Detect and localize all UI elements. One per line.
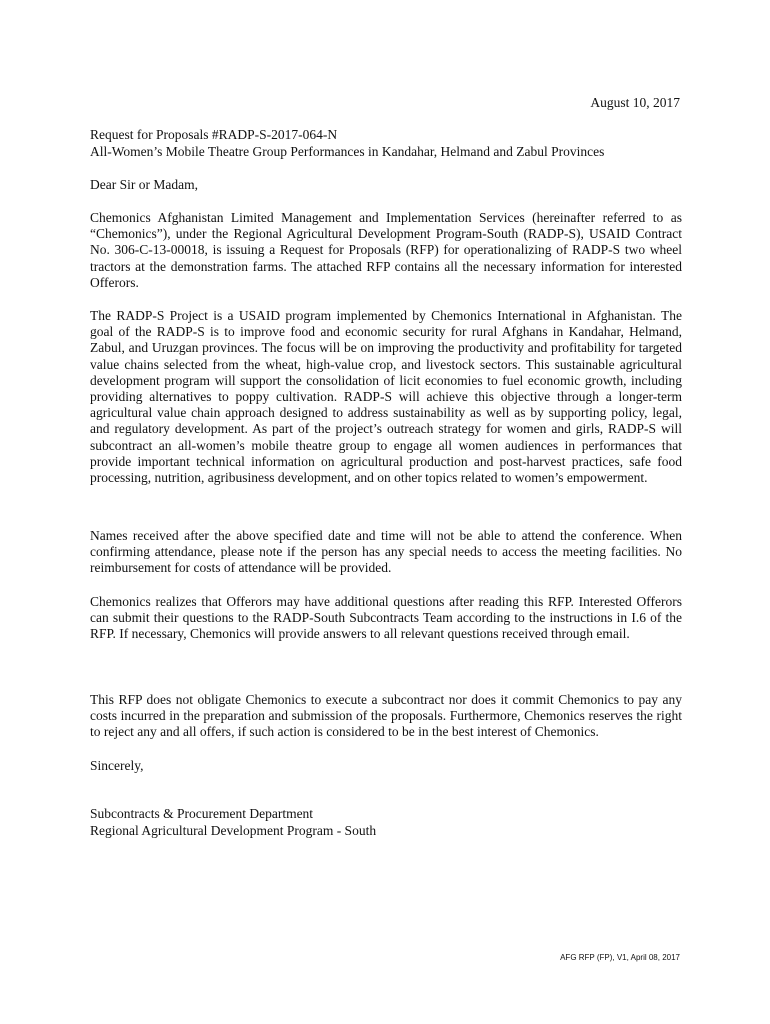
footer-doc-ref: AFG RFP (FP), V1, April 08, 2017: [560, 953, 680, 962]
paragraph-questions: Chemonics realizes that Offerors may have additional questions after reading this RFP. Interested Offerors can submit their questions to the RADP-South Subcontracts Team according to the instructions in I.6 of the RFP. If necessary, Chemonics will provide answers to all relevant questions received through email.: [90, 594, 682, 642]
letter-date: August 10, 2017: [590, 95, 680, 110]
signature-block: [90, 806, 376, 839]
paragraph-disclaimer: This RFP does not obligate Chemonics to execute a subcontract nor does it commit Chemonics to pay any costs incurred in the preparation and submission of the proposals. Furthermore, Chemonics reserves the right to reject any and all offers, if such action is considered to be in the best interest of Chemonics.: [90, 692, 682, 740]
signature-department: Subcontracts & Procurement Department: [90, 806, 314, 821]
paragraph-project-description: The RADP-S Project is a USAID program implemented by Chemonics International in Afghanistan. The goal of the RADP-S is to improve food and economic security for rural Afghans in Kandahar, Helmand, Zabul, and Uruzgan provinces. The focus will be on improving the productivity and profitability for targeted value chains selected from the wheat, high-value crop, and livestock sectors. This sustainable agricultural development program will support the consolidation of licit economies to fuel economic growth, including providing alternatives to poppy cultivation. RADP-S will achieve this objective through a longer-term agricultural value chain approach designed to address sustainability as well as by supporting policy, legal, and regulatory development. As part of the project’s outreach strategy for women and girls, RADP-S will subcontract an all-women’s mobile theatre group to engage all women audiences in performances that provide important technical information on agricultural production and post-harvest practices, safe food processing, nutrition, agribusiness development, and on other topics related to women’s empowerment.: [90, 308, 682, 486]
closing: Sincerely,: [90, 758, 144, 773]
subject-title: All-Women’s Mobile Theatre Group Performances in Kandahar, Helmand and Zabul Provinces: [90, 143, 605, 159]
salutation: Dear Sir or Madam,: [90, 177, 198, 192]
paragraph-attendance: Names received after the above specified date and time will not be able to attend the conference. When confirming attendance, please note if the person has any special needs to access the meeting facilities. No reimbursement for costs of attendance will be provided.: [90, 528, 682, 576]
letter-subject: [90, 127, 690, 160]
signature-program: Regional Agricultural Development Program - South: [90, 822, 377, 838]
paragraph-intro: Chemonics Afghanistan Limited Management and Implementation Services (hereinafter referred to as “Chemonics”), under the Regional Agricultural Development Program-South (RADP-S), USAID Contract No. 306-C-13-00018, is issuing a Request for Proposals (RFP) for operationalizing of RADP-S two wheel tractors at the demonstration farms. The attached RFP contains all the necessary information for interested Offerors.: [90, 210, 682, 290]
subject-rfp-number: Request for Proposals #RADP-S-2017-064-N: [90, 127, 338, 142]
